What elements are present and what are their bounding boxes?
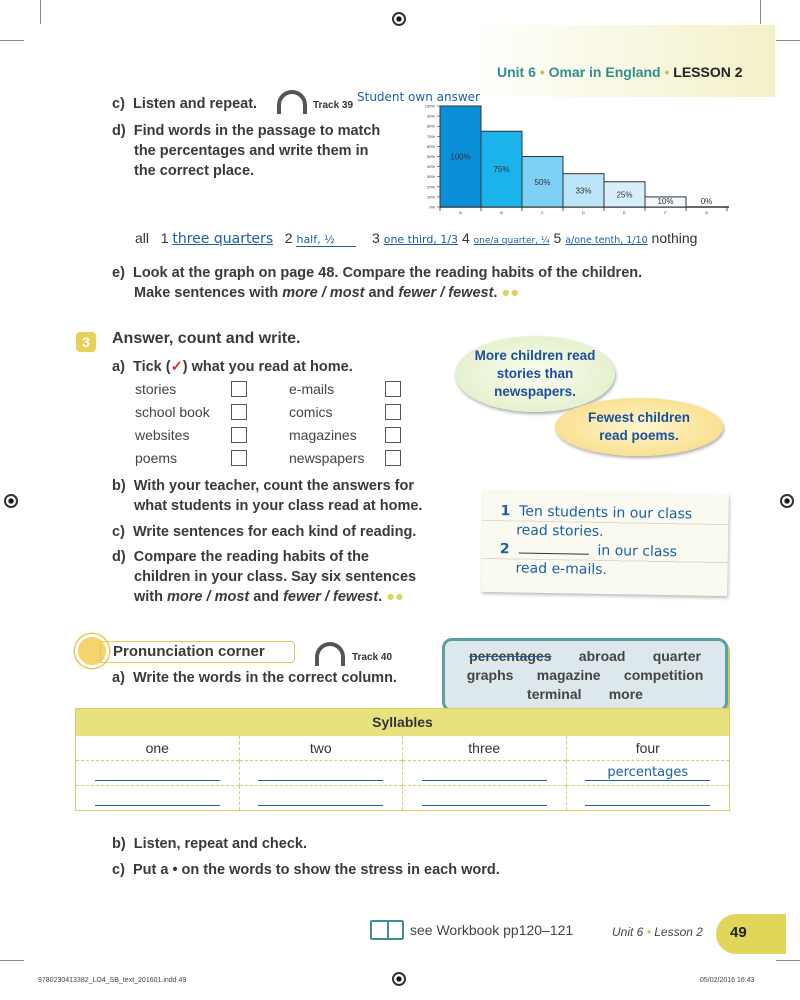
headphones-icon[interactable]: [277, 90, 307, 114]
exercise-number: 3: [76, 332, 96, 352]
answer-1[interactable]: three quarters: [172, 231, 274, 247]
checkbox-magazines[interactable]: [385, 427, 401, 443]
track-label: Track 40: [352, 652, 393, 663]
item-pron-c: c) Put a • on the words to show the stress in each word.: [112, 862, 500, 878]
answer-blank[interactable]: [95, 765, 220, 781]
y-tick-label: 10%: [426, 194, 435, 200]
checkbox-comics[interactable]: [385, 404, 401, 420]
checkbox-school-book[interactable]: [231, 404, 247, 420]
word-box: percentages abroad quarter graphs magazine competition terminal more: [442, 638, 728, 712]
x-tick-label: F: [664, 210, 667, 215]
data-label: 0%: [700, 197, 713, 206]
answer-blank[interactable]: [422, 765, 547, 781]
crop-mark: [776, 960, 800, 961]
answer-5[interactable]: a/one tenth, 1/10: [565, 235, 648, 246]
x-tick-label: E: [623, 210, 626, 215]
data-label: 75%: [493, 165, 510, 175]
crop-mark: [0, 960, 24, 961]
item-3c: c) Write sentences for each kind of reading.: [112, 524, 417, 540]
x-tick-label: A: [459, 210, 462, 215]
x-tick-label: B: [500, 210, 503, 215]
print-date: 05/02/2016 16:43: [700, 977, 755, 984]
y-tick-label: 100%: [424, 103, 435, 109]
checkbox-poems[interactable]: [231, 450, 247, 466]
item-3a: a) Tick (✓) what you read at home.: [112, 359, 353, 375]
data-label: 25%: [616, 190, 633, 200]
checkbox-emails[interactable]: [385, 381, 401, 397]
workbook-reference: see Workbook pp120–121: [410, 922, 574, 938]
y-tick-label: 50%: [426, 154, 435, 159]
print-slug: 9780230413382_LO4_SB_text_201601.indd 49: [38, 977, 187, 984]
syllables-table: [75, 708, 730, 811]
y-tick-label: 90%: [426, 113, 435, 119]
registration-mark-icon: [780, 494, 794, 508]
percentage-bar-chart: [415, 100, 735, 218]
pair-work-icon: ●●: [501, 285, 519, 301]
data-label: 100%: [450, 152, 471, 162]
column-header: one: [145, 739, 169, 756]
crop-mark: [760, 0, 761, 24]
pronunciation-corner-title: Pronunciation corner: [100, 641, 295, 663]
pair-work-icon: ●●: [386, 589, 404, 605]
y-tick-label: 40%: [426, 164, 435, 170]
crop-mark: [40, 0, 41, 24]
data-label: 10%: [657, 197, 674, 206]
answer-blank[interactable]: [258, 765, 383, 781]
answer-line: all 1 three quarters 2 half, ½ 3 one third, 1/3 4 one/a quarter, ¼ 5 a/one tenth, 1/10 nothing: [135, 230, 698, 247]
checkbox-newspapers[interactable]: [385, 450, 401, 466]
speech-bubble-poems: Fewest children read poems.: [555, 398, 723, 456]
unit-header: Unit 6 • Omar in England • LESSON 2: [497, 64, 743, 80]
checkbox-websites[interactable]: [231, 427, 247, 443]
crop-mark: [0, 40, 24, 41]
headphones-icon[interactable]: [315, 642, 345, 666]
registration-mark-icon: [4, 494, 18, 508]
header-band: [470, 25, 775, 97]
column-header: two: [239, 736, 403, 761]
reading-checklist: stories e-mails school book comics websites magazines poems newspapers: [135, 381, 400, 466]
x-tick-label: D: [582, 210, 585, 215]
item-3d: d) Compare the reading habits of the children in your class. Say six sentences with more / most and fewer / fewest. ●●: [112, 549, 417, 605]
speech-bubble-stories: More children read stories than newspapers.: [455, 336, 615, 412]
answer-four-syllables[interactable]: percentages: [585, 765, 710, 781]
item-d: d) Find words in the passage to match the percentages and write them in the correct place.: [112, 123, 381, 179]
crop-mark: [776, 40, 800, 41]
y-tick-label: 30%: [426, 174, 435, 180]
chart-svg: [415, 100, 735, 218]
answer-2[interactable]: half, ½: [296, 233, 356, 247]
item-pron-b: b) Listen, repeat and check.: [112, 836, 308, 852]
answer-3[interactable]: one third, 1/3: [383, 233, 459, 246]
y-tick-label: 80%: [426, 123, 435, 129]
x-tick-label: G: [704, 210, 709, 215]
table-header: Syllables: [76, 709, 730, 736]
data-label: 33%: [575, 186, 592, 196]
checkbox-stories[interactable]: [231, 381, 247, 397]
answer-blank[interactable]: [258, 790, 383, 806]
answer-blank[interactable]: [422, 790, 547, 806]
data-label: 50%: [534, 177, 551, 187]
example-note: 1 Ten students in our class read stories. 2 in our class read e-mails.: [481, 490, 729, 596]
column-header: four: [566, 736, 730, 761]
exercise-title: Answer, count and write.: [112, 330, 301, 347]
y-tick-label: 60%: [426, 143, 435, 149]
item-pron-a: a) Write the words in the correct column.: [112, 670, 397, 686]
workbook-icon: [370, 920, 404, 940]
footer-lesson: Unit 6 • Lesson 2: [612, 925, 703, 939]
item-3b: b) With your teacher, count the answers for what students in your class read at home.: [112, 478, 423, 514]
y-tick-label: 70%: [426, 133, 435, 139]
page-number: 49: [716, 914, 786, 954]
item-e: e) Look at the graph on page 48. Compare the reading habits of the children. Make sentences with more / most and fewer / fewest. ●●: [112, 265, 643, 301]
answer-4[interactable]: one/a quarter, ¼: [473, 236, 550, 246]
track-label: Track 39: [313, 100, 354, 111]
column-header: three: [403, 736, 567, 761]
student-answer-note: Student own answer: [357, 90, 480, 104]
y-tick-label: 20%: [426, 184, 435, 190]
item-c: c) Listen and repeat.: [112, 96, 258, 112]
registration-mark-icon: [392, 972, 406, 986]
answer-blank[interactable]: [585, 790, 710, 806]
registration-mark-icon: [392, 12, 406, 26]
x-tick-label: C: [541, 210, 544, 215]
y-tick-label: 0%: [429, 204, 435, 210]
answer-blank[interactable]: [95, 790, 220, 806]
